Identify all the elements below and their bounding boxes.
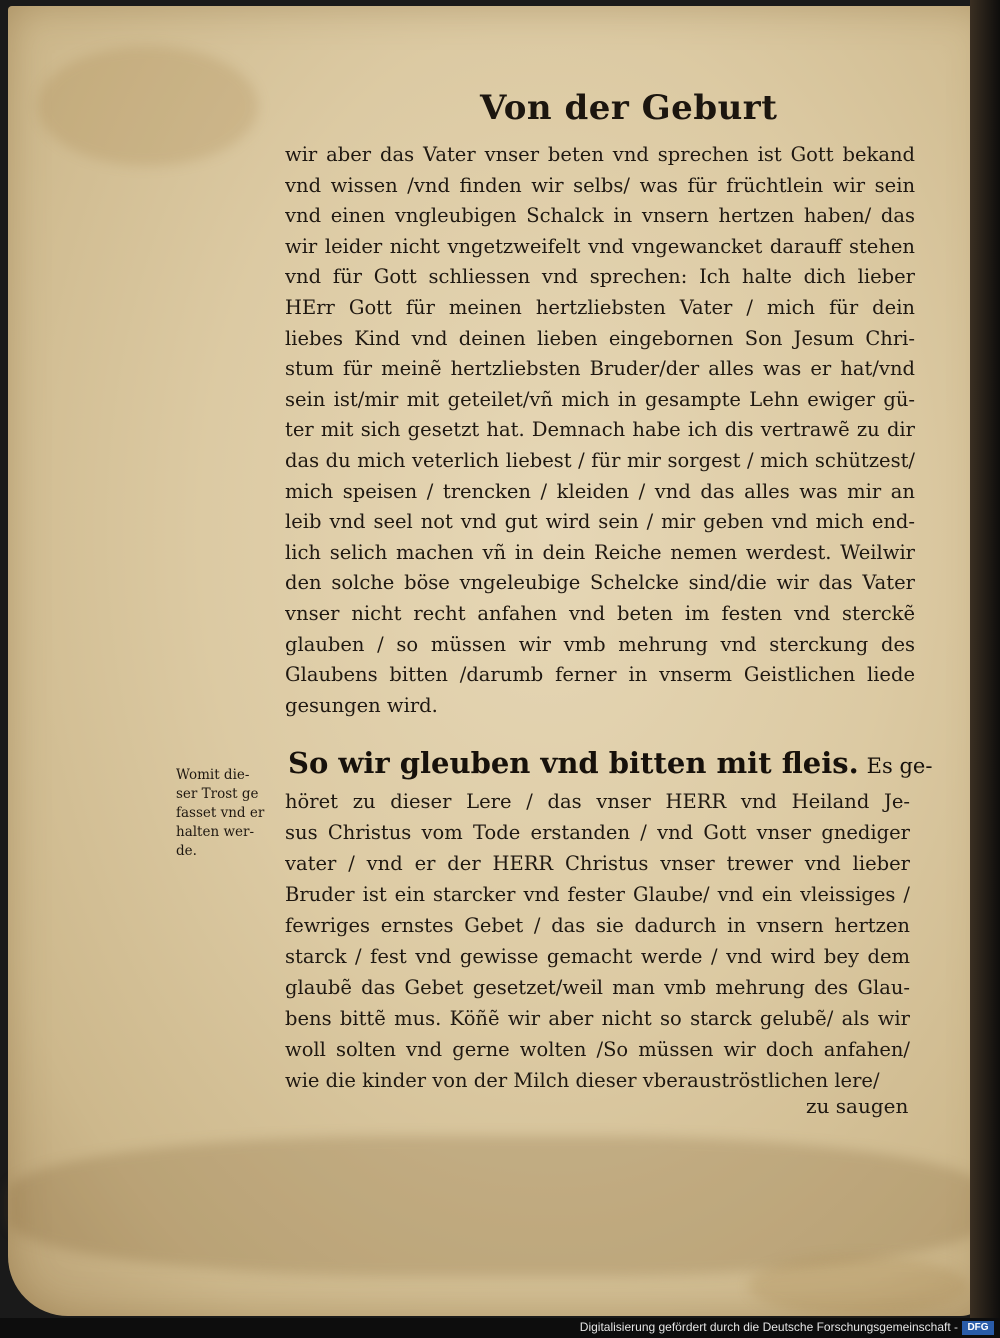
marginal-note	[176, 766, 286, 861]
text-line: woll solten vnd gerne wolten /So müssen wir doch anfahen/	[285, 1038, 910, 1061]
text-line: glaubẽ das Gebet gesetzet/weil man vmb mehrung des Glau-	[285, 976, 910, 999]
text-line: höret zu dieser Lere / das vnser HERR vnd Heiland Je-	[285, 790, 910, 813]
text-line: wir leider nicht vngetzweifelt vnd vngewancket darauff stehen	[285, 234, 915, 258]
funding-credit: Digitalisierung gefördert durch die Deutsche Forschungsgemeinschaft -	[579, 1320, 958, 1334]
text-line: den solche böse vngeleubige Schelcke sind/die wir das Vater	[285, 571, 915, 595]
text-line: starck / fest vnd gewisse gemacht werde / vnd wird bey dem	[285, 945, 910, 968]
text-line: Bruder ist ein starcker vnd fester Glaube/ vnd ein vleissiges /	[285, 883, 910, 906]
text-line: vnser nicht recht anfahen vnd beten im festen vnd sterckẽ	[285, 601, 915, 625]
text-line: sein ist/mir mit geteilet/vñ mich in gesampte Lehn ewiger gü-	[285, 387, 915, 411]
text-line: bens bittẽ mus. Köñẽ wir aber nicht so starck gelubẽ/ als wir	[285, 1007, 910, 1030]
paragraph-2	[285, 786, 910, 1096]
marginal-note-line: Womit die-	[176, 767, 250, 783]
text-line: liebes Kind vnd deinen lieben eingebornen Son Jesum Chri-	[285, 326, 915, 350]
paragraph-1	[285, 140, 915, 721]
text-line: glauben / so müssen wir vmb mehrung vnd sterckung des	[285, 632, 915, 656]
text-line: vnd einen vngleubigen Schalck in vnsern hertzen haben/ das	[285, 204, 915, 228]
text-line: gesungen wird.	[285, 693, 438, 717]
text-line: fewriges ernstes Gebet / das sie dadurch in vnsern hertzen	[285, 914, 910, 937]
section-heading-text: So wir gleuben vnd bitten mit fleis.	[288, 746, 859, 780]
text-line: vnd für Gott schliessen vnd sprechen: Ich halte dich lieber	[285, 265, 915, 289]
text-line: mich speisen / trencken / kleiden / vnd das alles was mir an	[285, 479, 915, 503]
marginal-note-line: halten wer-	[176, 824, 255, 840]
book-binding-edge	[970, 0, 1000, 1320]
text-line: HErr Gott für meinen hertzliebsten Vater / mich für dein	[285, 295, 915, 319]
section-heading	[288, 746, 933, 780]
marginal-note-line: de.	[176, 843, 197, 859]
text-line: vnd wissen /vnd finden wir selbs/ was für früchtlein wir sein	[285, 173, 915, 197]
credit-bar	[0, 1318, 1000, 1338]
text-line: das du mich veterlich liebest / für mir sorgest / mich schützest/	[285, 448, 915, 472]
text-line: wir aber das Vater vnser beten vnd sprechen ist Gott bekand	[285, 143, 915, 166]
text-line: leib vnd seel not vnd gut wird sein / mir geben vnd mich end-	[285, 510, 915, 534]
text-line: ter mit sich gesetzt hat. Demnach habe ich dis vertrawẽ zu dir	[285, 418, 915, 442]
text-line: Glaubens bitten /darumb ferner in vnserm Geistlichen liede	[285, 663, 915, 687]
marginal-note-line: ser Trost ge	[176, 786, 259, 802]
catchword: zu saugen	[806, 1094, 909, 1118]
dfg-logo: DFG	[962, 1321, 994, 1335]
section-heading-tail: Es ge-	[866, 754, 933, 778]
water-damage-stain	[8, 1136, 988, 1276]
text-line: wie die kinder von der Milch dieser vberauströstlichen lere/	[285, 1069, 880, 1092]
running-head: Von der Geburt	[480, 88, 778, 128]
marginal-note-line: fasset vnd er	[176, 805, 265, 821]
paper-stain	[748, 1256, 968, 1316]
text-line: lich selich machen vñ in dein Reiche nemen werdest. Weilwir	[285, 540, 915, 564]
paper-stain	[38, 46, 258, 166]
text-line: vater / vnd er der HERR Christus vnser trewer vnd lieber	[285, 852, 910, 875]
text-line: stum für meinẽ hertzliebsten Bruder/der alles was er hat/vnd	[285, 357, 915, 381]
text-line: sus Christus vom Tode erstanden / vnd Gott vnser gnediger	[285, 821, 910, 844]
